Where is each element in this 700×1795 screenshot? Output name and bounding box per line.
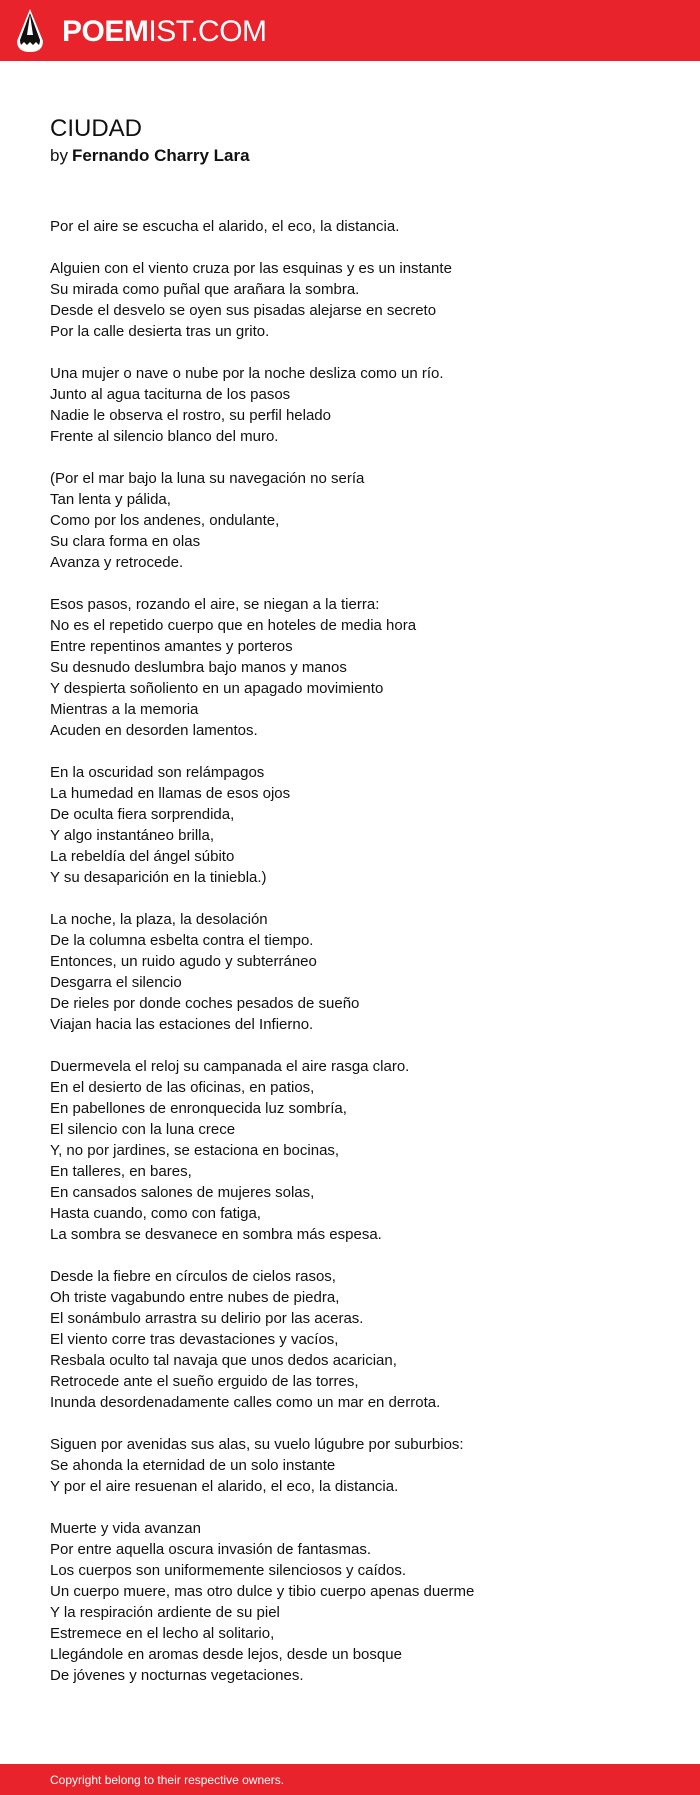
poem-line: No es el repetido cuerpo que en hoteles de media hora: [50, 617, 417, 634]
poem-line: Nadie le observa el rostro, su perfil helado: [50, 407, 331, 424]
poem-line: El sonámbulo arrastra su delirio por las aceras.: [50, 1310, 364, 1327]
poem-line: Y por el aire resuenan el alarido, el eco, la distancia.: [50, 1478, 399, 1495]
poem-line: Muerte y vida avanzan: [50, 1520, 201, 1537]
poem-line: La rebeldía del ángel súbito: [50, 848, 235, 865]
poem-line: Viajan hacia las estaciones del Infierno.: [50, 1016, 314, 1033]
poem-line: Resbala oculto tal navaja que unos dedos acarician,: [50, 1352, 397, 1369]
site-footer: [0, 1764, 700, 1795]
poem-line: Siguen por avenidas sus alas, su vuelo lúgubre por suburbios:: [50, 1436, 464, 1453]
poem-line: Su desnudo deslumbra bajo manos y manos: [50, 659, 347, 676]
poem-line: El silencio con la luna crece: [50, 1121, 236, 1138]
stanza: [50, 762, 660, 888]
poem-line: Y, no por jardines, se estaciona en bocinas,: [50, 1142, 340, 1159]
stanza: [50, 1266, 660, 1413]
poem-line: Una mujer o nave o nube por la noche desliza como un río.: [50, 365, 444, 382]
poem-line: La sombra se desvanece en sombra más espesa.: [50, 1226, 382, 1243]
poem-line: En la oscuridad son relámpagos: [50, 764, 265, 781]
stanza: [50, 1056, 660, 1245]
poem-line: Oh triste vagabundo entre nubes de piedra,: [50, 1289, 340, 1306]
site-header: [0, 0, 700, 61]
poem-line: Por entre aquella oscura invasión de fantasmas.: [50, 1541, 372, 1558]
poem-line: Retrocede ante el sueño erguido de las torres,: [50, 1373, 359, 1390]
poem-line: Por el aire se escucha el alarido, el eco, la distancia.: [50, 218, 400, 235]
poem-line: Un cuerpo muere, mas otro dulce y tibio cuerpo apenas duerme: [50, 1583, 475, 1600]
poem-line: Como por los andenes, ondulante,: [50, 512, 280, 529]
poem-line: (Por el mar bajo la luna su navegación no sería: [50, 470, 365, 487]
poem-line: De la columna esbelta contra el tiempo.: [50, 932, 314, 949]
poem-line: Su mirada como puñal que arañara la sombra.: [50, 281, 360, 298]
copyright-text: Copyright belong to their respective owners.: [50, 1773, 285, 1787]
poem-line: Desgarra el silencio: [50, 974, 182, 991]
stanza: [50, 1434, 660, 1497]
poem-line: En talleres, en bares,: [50, 1163, 192, 1180]
poem-line: El viento corre tras devastaciones y vacíos,: [50, 1331, 339, 1348]
poem-line: Acuden en desorden lamentos.: [50, 722, 258, 739]
stanza: [50, 258, 660, 342]
poem-line: De jóvenes y nocturnas vegetaciones.: [50, 1667, 304, 1684]
poem-line: Alguien con el viento cruza por las esquinas y es un instante: [50, 260, 452, 277]
poem-line: Los cuerpos son uniformemente silenciosos y caídos.: [50, 1562, 407, 1579]
stanza: [50, 1518, 660, 1686]
poem-line: En el desierto de las oficinas, en patios,: [50, 1079, 315, 1096]
site-logo-text: [62, 15, 267, 49]
poem-line: Estremece en el lecho al solitario,: [50, 1625, 275, 1642]
poem-line: Mientras a la memoria: [50, 701, 199, 718]
by-label: by: [50, 146, 68, 165]
poem-line: Inunda desordenadamente calles como un mar en derrota.: [50, 1394, 441, 1411]
poem-line: Junto al agua taciturna de los pasos: [50, 386, 291, 403]
poem-line: Entre repentinos amantes y porteros: [50, 638, 293, 655]
stanza: [50, 594, 660, 741]
poem-body: [50, 216, 660, 1686]
poem-line: Tan lenta y pálida,: [50, 491, 171, 508]
poem-line: Entonces, un ruido agudo y subterráneo: [50, 953, 317, 970]
poem-line: Desde la fiebre en círculos de cielos rasos,: [50, 1268, 336, 1285]
poem-line: La noche, la plaza, la desolación: [50, 911, 268, 928]
poem-line: Se ahonda la eternidad de un solo instante: [50, 1457, 336, 1474]
stanza: [50, 909, 660, 1035]
stanza: [50, 216, 660, 237]
poem-line: Esos pasos, rozando el aire, se niegan a la tierra:: [50, 596, 380, 613]
logo-light-part: IST.COM: [148, 15, 267, 48]
poem-line: Duermevela el reloj su campanada el aire rasga claro.: [50, 1058, 410, 1075]
poem-line: Hasta cuando, como con fatiga,: [50, 1205, 261, 1222]
poem-container: [50, 114, 660, 1707]
poem-byline: [50, 144, 660, 168]
stanza: [50, 363, 660, 447]
poem-line: De oculta fiera sorprendida,: [50, 806, 235, 823]
stanza: [50, 468, 660, 573]
poem-line: La humedad en llamas de esos ojos: [50, 785, 291, 802]
poem-line: Llegándole en aromas desde lejos, desde un bosque: [50, 1646, 402, 1663]
poem-line: Y su desaparición en la tiniebla.): [50, 869, 267, 886]
poem-line: De rieles por donde coches pesados de sueño: [50, 995, 360, 1012]
poem-line: Frente al silencio blanco del muro.: [50, 428, 279, 445]
logo-bold-part: POEM: [62, 15, 149, 48]
poem-line: Y la respiración ardiente de su piel: [50, 1604, 280, 1621]
poem-line: Por la calle desierta tras un grito.: [50, 323, 270, 340]
poem-line: Avanza y retrocede.: [50, 554, 184, 571]
poem-line: Y algo instantáneo brilla,: [50, 827, 215, 844]
poem-line: En cansados salones de mujeres solas,: [50, 1184, 315, 1201]
pen-nib-icon: [16, 9, 44, 53]
author-name: Fernando Charry Lara: [71, 146, 250, 165]
poem-title: CIUDAD: [50, 115, 143, 142]
poem-line: Su clara forma en olas: [50, 533, 201, 550]
poem-line: Y despierta soñoliento en un apagado movimiento: [50, 680, 384, 697]
poem-line: Desde el desvelo se oyen sus pisadas alejarse en secreto: [50, 302, 437, 319]
poem-line: En pabellones de enronquecida luz sombría,: [50, 1100, 347, 1117]
